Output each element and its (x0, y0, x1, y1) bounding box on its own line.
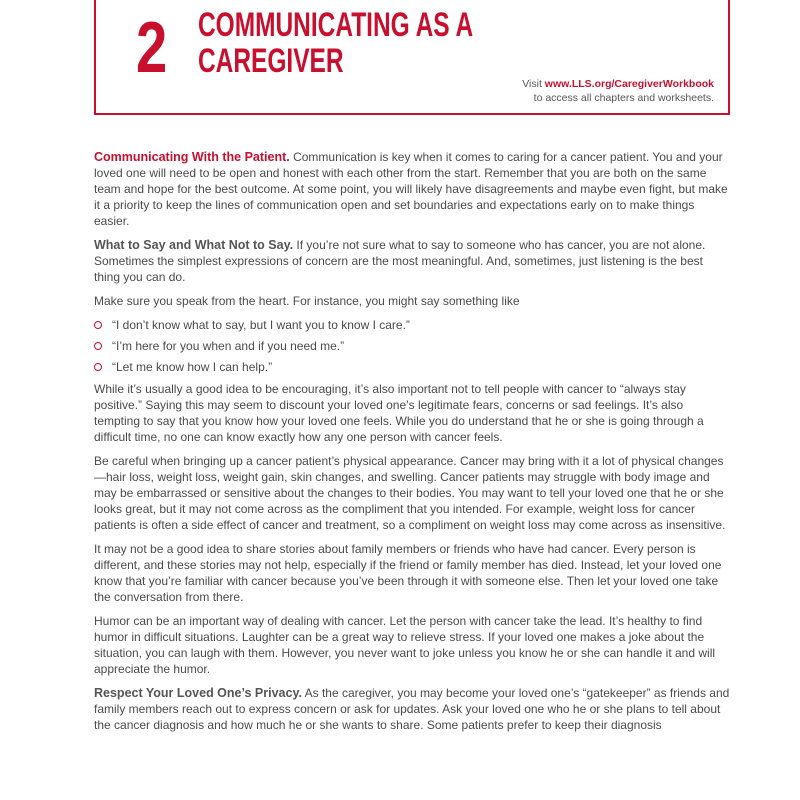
list-item (94, 317, 730, 333)
circle-bullet-icon (94, 363, 102, 371)
bullet-text: “I’m here for you when and if you need me.” (112, 339, 345, 353)
paragraph-humor: Humor can be an important way of dealing with cancer. Let the person with cancer take the lead. It’s healthy to find humor in difficult situations. Laughter can be a great way to relieve stress. If your loved one makes a joke about the situation, you can laugh with them. However, you never want to joke unless you know he or she can handle it and will appreciate the humor. (94, 614, 716, 676)
paragraph-intro-bullets: Make sure you speak from the heart. For instance, you might say something like (94, 294, 520, 308)
bullet-text: “I don’t know what to say, but I want you to know I care.” (112, 318, 410, 332)
list-item (94, 359, 730, 375)
section-heading-what-to-say: What to Say and What Not to Say. (94, 238, 294, 252)
paragraph-communicating (94, 149, 730, 229)
section-heading-privacy: Respect Your Loved One’s Privacy. (94, 686, 302, 700)
visit-note (522, 77, 714, 105)
list-item (94, 338, 730, 354)
paragraph-what-to-say (94, 237, 730, 285)
paragraph-privacy (94, 685, 730, 733)
bullet-text: “Let me know how I can help.” (112, 360, 273, 374)
chapter-header (94, 0, 730, 115)
section-heading-communicating: Communicating With the Patient. (94, 150, 290, 164)
page-body (94, 149, 730, 741)
chapter-number: 2 (136, 8, 166, 88)
chapter-title-line-1: COMMUNICATING AS A (198, 6, 474, 44)
chapter-title-line-2: CAREGIVER (198, 42, 344, 80)
bullet-list (94, 317, 730, 375)
section-text-what-to-say: If you’re not sure what to say to someone who has cancer, you are not alone. Sometimes the simplest expressions of concern are the most meaningful. And, sometimes, just listening is the best thing you can do. (94, 238, 706, 284)
section-text-communicating: Communication is key when it comes to caring for a cancer patient. You and your loved one will need to be open and honest with each other from the start. Remember that you are both on the same team and hope for the best outcome. At some point, you will likely have disagreements and maybe even fight, but make it a priority to keep the lines of communication open and set boundaries and expectations early on to make things easier. (94, 150, 728, 228)
section-text-privacy: As the caregiver, you may become your loved one’s “gatekeeper” as friends and family members reach out to express concern or ask for updates. Ask your loved one who he or she plans to tell about the cancer diagnosis and how much he or she wants to share. Some patients prefer to keep their diagnosis (94, 686, 730, 732)
paragraph-stories: It may not be a good idea to share stories about family members or friends who have had cancer. Every person is different, and these stories may not help, especially if the friend or family member has died. Instead, let your loved one know that you’re familiar with cancer because you’ve been through it with someone else. Then let your loved one take the conversation from there. (94, 542, 722, 604)
paragraph-encouraging: While it’s usually a good idea to be encouraging, it’s also important not to tell people with cancer to “always stay positive.” Saying this may seem to discount your loved one’s legitimate fears, concerns or sad feelings. It’s also tempting to say that you know how your loved one feels. While you do understand that he or she is going through a difficult time, no one can know exactly how any one person with cancer feels. (94, 382, 704, 444)
circle-bullet-icon (94, 321, 102, 329)
workbook-link[interactable]: www.LLS.org/CaregiverWorkbook (544, 78, 714, 90)
circle-bullet-icon (94, 342, 102, 350)
visit-prefix: Visit (522, 78, 545, 90)
visit-suffix: to access all chapters and worksheets. (533, 92, 714, 104)
paragraph-appearance: Be careful when bringing up a cancer patient’s physical appearance. Cancer may bring with it a lot of physical changes—hair loss, weight loss, weight gain, skin changes, and swelling. Cancer patients may struggle with body image and may be embarrassed or sensitive about the changes to their bodies. You may want to tell your loved one that he or she looks great, but it may not come across as the compliment that you intended. For example, weight loss for cancer patients is often a side effect of cancer and treatment, so a compliment on weight loss may come across as insensitive. (94, 454, 726, 532)
